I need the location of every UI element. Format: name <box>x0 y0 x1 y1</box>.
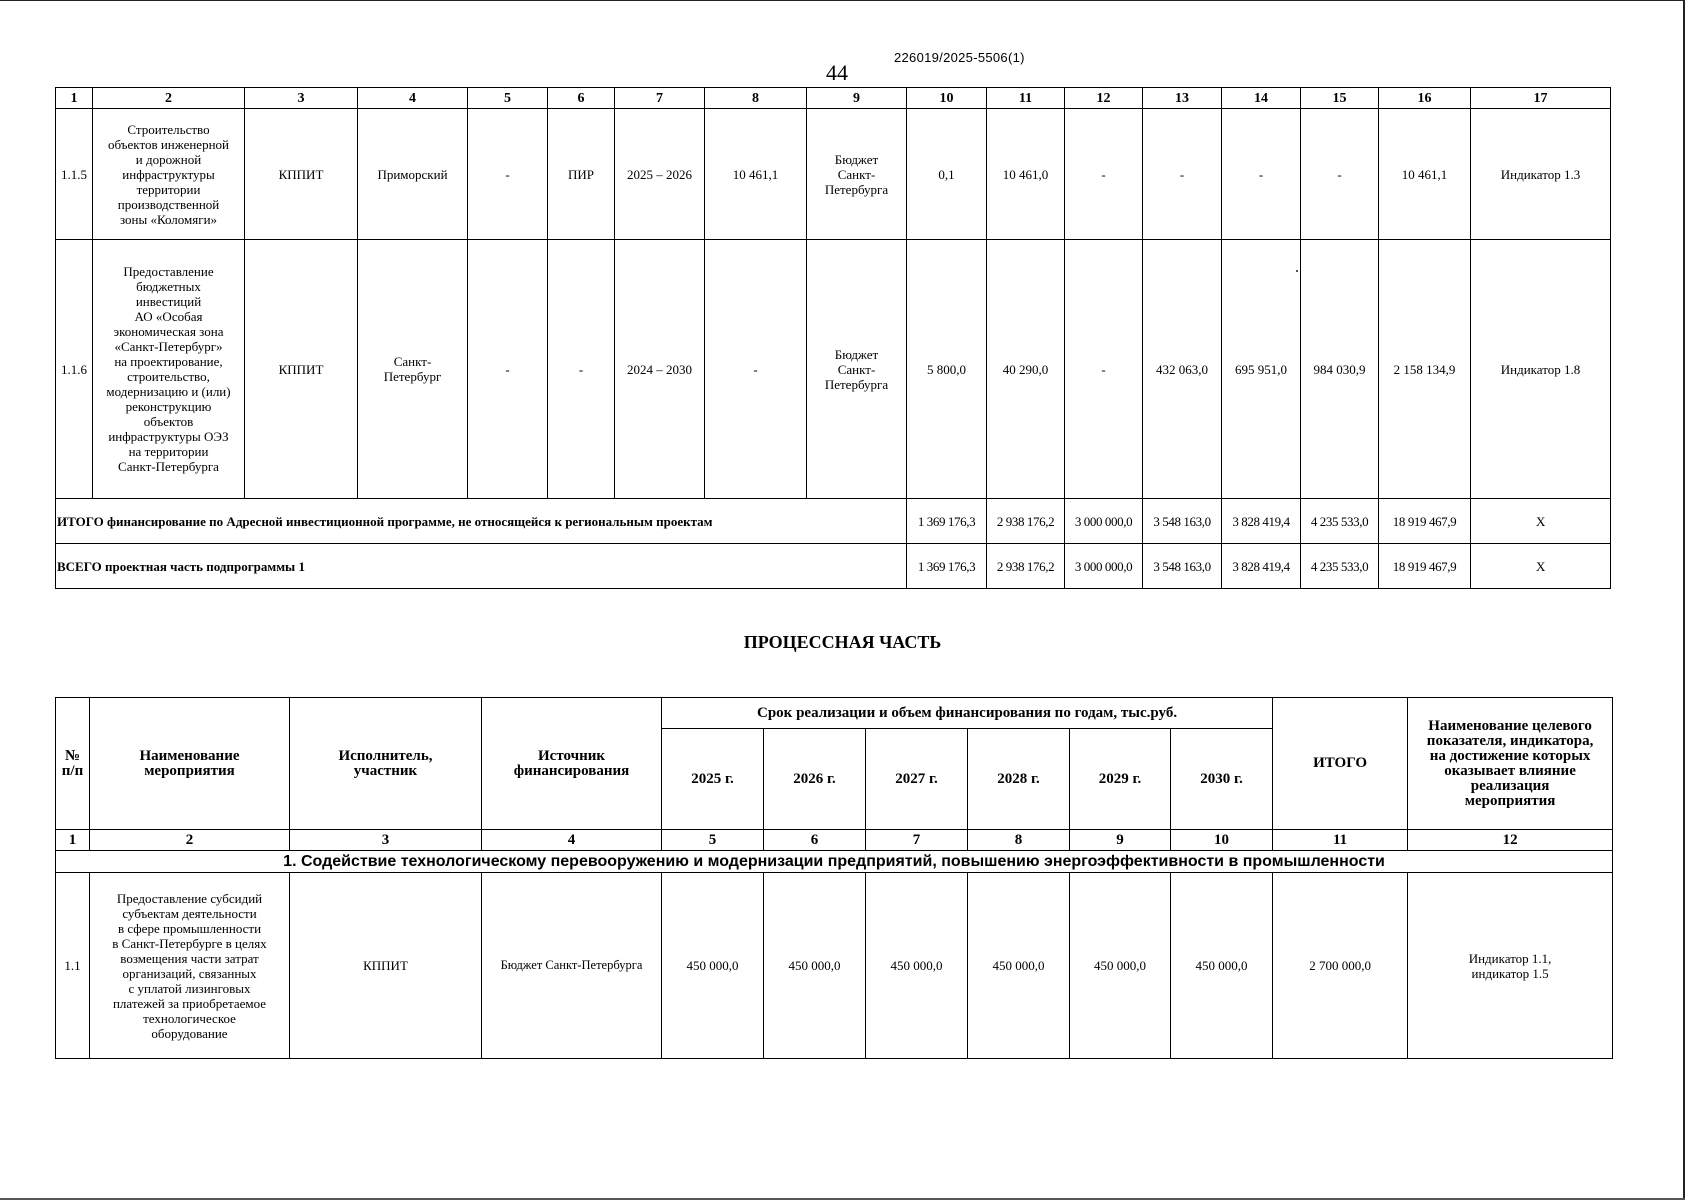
col-total-header: ИТОГО <box>1273 698 1408 830</box>
cell-11: 10 461,0 <box>987 109 1065 240</box>
cell-8: - <box>705 240 807 499</box>
col-number: 1 <box>56 830 90 851</box>
section-heading-row <box>56 851 1613 873</box>
section-title: ПРОЦЕССНАЯ ЧАСТЬ <box>743 632 942 652</box>
indicator: Индикатор 1.8 <box>1471 240 1611 499</box>
table-row-1-1-5 <box>56 109 1611 240</box>
year-value: 450 000,0 <box>1070 873 1171 1059</box>
col-executor-header: Исполнитель, участник <box>290 698 482 830</box>
year-header: 2030 г. <box>1171 729 1273 830</box>
year-header: 2025 г. <box>662 729 764 830</box>
col-number: 9 <box>1070 830 1171 851</box>
col-name-header: Наименование мероприятия <box>90 698 290 830</box>
year-header: 2029 г. <box>1070 729 1171 830</box>
col-number: 12 <box>1408 830 1613 851</box>
section-heading: 1. Содействие технологическому перевооружению и модернизации предприятий, повышению энергоэффективности в промышленности <box>56 851 1613 873</box>
cell-14: 695 951,0 <box>1222 240 1301 499</box>
cell-6: ПИР <box>548 109 615 240</box>
measure-name: Предоставление бюджетных инвестиций АО «Особая экономическая зона «Санкт-Петербург» на проектирование, строительство, модернизацию и (или) реконструкцию объектов инфраструктуры ОЭЗ на территории Санкт-Петербурга <box>93 240 245 499</box>
total-value: 18 919 467,9 <box>1379 544 1471 589</box>
cell-12: - <box>1065 240 1143 499</box>
year-value: 450 000,0 <box>968 873 1070 1059</box>
page-number: 44 <box>826 60 848 85</box>
document-number: 226019/2025-5506(1) <box>894 50 1025 65</box>
total-row-project-part <box>56 544 1611 589</box>
funding-source: Бюджет Санкт- Петербурга <box>807 240 907 499</box>
col-number: 14 <box>1222 88 1301 109</box>
col-number: 10 <box>1171 830 1273 851</box>
cell-6: - <box>548 240 615 499</box>
cell-15: 984 030,9 <box>1301 240 1379 499</box>
cell-16: 2 158 134,9 <box>1379 240 1471 499</box>
district: Санкт- Петербург <box>358 240 468 499</box>
total-value: 2 938 176,2 <box>987 544 1065 589</box>
col-number: 2 <box>93 88 245 109</box>
total-value: 2 700 000,0 <box>1273 873 1408 1059</box>
col-number: 13 <box>1143 88 1222 109</box>
col-number: 5 <box>662 830 764 851</box>
cell-14: - <box>1222 109 1301 240</box>
total-value: 18 919 467,9 <box>1379 499 1471 544</box>
measure-name: Строительство объектов инженерной и дорожной инфраструктуры территории производственной зоны «Коломяги» <box>93 109 245 240</box>
total-label: ИТОГО финансирование по Адресной инвестиционной программе, не относящейся к региональным проектам <box>56 499 907 544</box>
total-value: 3 000 000,0 <box>1065 499 1143 544</box>
col-indicator-header: Наименование целевого показателя, индикатора, на достижение которых оказывает влияние реализация мероприятия <box>1408 698 1613 830</box>
row-number: 1.1 <box>56 873 90 1059</box>
total-value: 3 548 163,0 <box>1143 499 1222 544</box>
executor: КППИТ <box>290 873 482 1059</box>
column-number-row <box>56 88 1611 109</box>
total-mark: X <box>1471 499 1611 544</box>
total-row-aip <box>56 499 1611 544</box>
col-number: 9 <box>807 88 907 109</box>
total-value: 1 369 176,3 <box>907 499 987 544</box>
col-number: 6 <box>548 88 615 109</box>
table-row-1-1 <box>56 873 1613 1059</box>
col-number: 16 <box>1379 88 1471 109</box>
col-number: 8 <box>968 830 1070 851</box>
cell-11: 40 290,0 <box>987 240 1065 499</box>
year-header: 2028 г. <box>968 729 1070 830</box>
page-border-top <box>0 0 1685 1</box>
col-number: 2 <box>90 830 290 851</box>
year-value: 450 000,0 <box>866 873 968 1059</box>
cell-10: 0,1 <box>907 109 987 240</box>
funding-source: Бюджет Санкт-Петербурга <box>482 873 662 1059</box>
table-row-1-1-6 <box>56 240 1611 499</box>
col-number: 3 <box>245 88 358 109</box>
col-number: 17 <box>1471 88 1611 109</box>
total-value: 3 548 163,0 <box>1143 544 1222 589</box>
cell-5: - <box>468 240 548 499</box>
measure-name: Предоставление субсидий субъектам деятельности в сфере промышленности в Санкт-Петербурге в целях возмещения части затрат организаций, связанных с уплатой лизинговых платежей за приобретаемое технологическое оборудование <box>90 873 290 1059</box>
year-value: 450 000,0 <box>1171 873 1273 1059</box>
col-number: 5 <box>468 88 548 109</box>
cell-8: 10 461,1 <box>705 109 807 240</box>
col-period-group-header: Срок реализации и объем финансирования по годам, тыс.руб. <box>662 698 1273 729</box>
col-number: 6 <box>764 830 866 851</box>
col-number: 11 <box>1273 830 1408 851</box>
total-value: 3 000 000,0 <box>1065 544 1143 589</box>
district: Приморский <box>358 109 468 240</box>
col-number: 7 <box>615 88 705 109</box>
cell-10: 5 800,0 <box>907 240 987 499</box>
col-number: 7 <box>866 830 968 851</box>
scan-speck <box>1296 270 1298 272</box>
cell-15: - <box>1301 109 1379 240</box>
col-number: 3 <box>290 830 482 851</box>
total-value: 3 828 419,4 <box>1222 544 1301 589</box>
year-value: 450 000,0 <box>662 873 764 1059</box>
cell-5: - <box>468 109 548 240</box>
total-value: 4 235 533,0 <box>1301 499 1379 544</box>
total-value: 1 369 176,3 <box>907 544 987 589</box>
col-number: 1 <box>56 88 93 109</box>
col-no-header: № п/п <box>56 698 90 830</box>
col-number: 15 <box>1301 88 1379 109</box>
total-mark: X <box>1471 544 1611 589</box>
total-value: 3 828 419,4 <box>1222 499 1301 544</box>
executor: КППИТ <box>245 109 358 240</box>
cell-13: 432 063,0 <box>1143 240 1222 499</box>
total-value: 4 235 533,0 <box>1301 544 1379 589</box>
cell-13: - <box>1143 109 1222 240</box>
indicator: Индикатор 1.1, индикатор 1.5 <box>1408 873 1613 1059</box>
total-value: 2 938 176,2 <box>987 499 1065 544</box>
col-source-header: Источник финансирования <box>482 698 662 830</box>
year-header: 2027 г. <box>866 729 968 830</box>
indicator: Индикатор 1.3 <box>1471 109 1611 240</box>
period: 2025 – 2026 <box>615 109 705 240</box>
col-number: 12 <box>1065 88 1143 109</box>
col-number: 4 <box>358 88 468 109</box>
column-number-row <box>56 830 1613 851</box>
header-row-top <box>56 698 1613 729</box>
total-label: ВСЕГО проектная часть подпрограммы 1 <box>56 544 907 589</box>
funding-source: Бюджет Санкт- Петербурга <box>807 109 907 240</box>
col-number: 4 <box>482 830 662 851</box>
year-value: 450 000,0 <box>764 873 866 1059</box>
cell-16: 10 461,1 <box>1379 109 1471 240</box>
period: 2024 – 2030 <box>615 240 705 499</box>
row-number: 1.1.6 <box>56 240 93 499</box>
col-number: 11 <box>987 88 1065 109</box>
col-number: 8 <box>705 88 807 109</box>
year-header: 2026 г. <box>764 729 866 830</box>
col-number: 10 <box>907 88 987 109</box>
executor: КППИТ <box>245 240 358 499</box>
process-part-table <box>55 697 1613 1059</box>
project-part-table <box>55 87 1611 589</box>
row-number: 1.1.5 <box>56 109 93 240</box>
cell-12: - <box>1065 109 1143 240</box>
